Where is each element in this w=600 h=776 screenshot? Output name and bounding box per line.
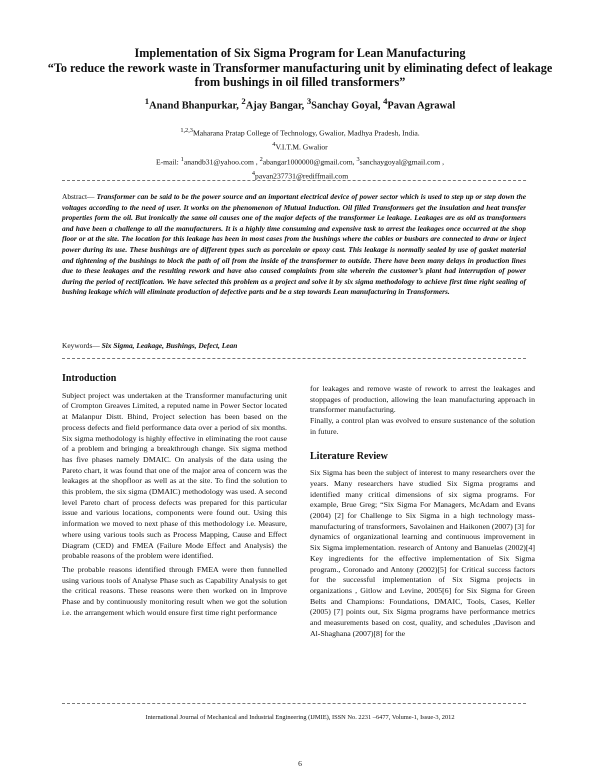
email-address[interactable]: anandb31@yahoo.com ,: [183, 157, 260, 167]
paper-title: [40, 46, 560, 90]
email-sup: 2: [259, 155, 263, 163]
divider: [62, 703, 526, 704]
author-sup: 3: [306, 96, 312, 106]
lit-heading: Literature Review: [310, 450, 388, 462]
author-name: Anand Bhanpurkar,: [149, 100, 242, 112]
right-paragraph-1: for leakages and remove waste of rework to arrest the leakages and stoppages of production, allowing the lean manufacturing approach in transformer manufacturing.: [310, 384, 535, 415]
intro-paragraph-2: The probable reasons identified through FMEA were then funnelled using various tools of Analyse Phase such as Capability Analysis to get the critical reasons. These reasons were then worked on in Improve Phase and by continuously monitoring result when we got the solution i.e. the arrangement which would ensure first time right performance: [62, 564, 287, 617]
email-label: E-mail:: [155, 157, 181, 167]
abstract: [62, 192, 526, 298]
keywords-label: Keywords—: [62, 341, 102, 350]
intro-paragraph-1: Subject project was undertaken at the Transformer manufacturing unit of Crompton Greaves Limited, a reputed name in Power Sector located at Malanpur Distt. Bhind, Project selection has been based on the process defects and field performance data over a period of six months. Six sigma methodology is highly effective in eliminating the root cause of a problem and bringing a breakthrough change. Six sigma method has five phases namely DMAIC. On analysis of the data using the Pareto chart, it was found that one of the major area of concern was the leakages at the shopfloor as well as at the site. To find the solution to this problem, the six sigma (DMAIC) methodology was used. A second level Pareto chart of process defects was prepared for this particular issue and various locations, components were found out. Using this information we moved to next phase of this methodology i.e. Measure, where using various tools such as Process Mapping, Cause and Effect Diagram (CED) and FMEA (Failure Mode Effect and Analysis) the probable reasons of the problem were identified.: [62, 390, 287, 561]
author-sup: 2: [241, 96, 246, 106]
affiliation-sup: 1,2,3: [180, 127, 193, 134]
abstract-text: Transformer can be said to be the power source and an important electrical device of power sector which is used to step up or step down the voltages according to the need of user. It works on the phenomenon of Mutual Induction. Oil filled Transformers get the insulation and heat transfer properties form the oil. But ironically the same oil causes one of the major defects of the transformer i.e leakage. Leakages are as old as transformers and have been a challenge to all the manufacturers. It is a highly time consuming and expensive task to arrest the leakages once occurred at the shop floor or at the site. The location for this leakage has been in most cases from the bushings where the cables or busbars are connected to draw or inject power during its use. These bushings are of different types such as porcelain or epoxy cast. This leakage is normally sealed by use of gasket material and tightening of the bushings to block the path of oil from the inside of the transformer to outside. There have been many delays in production lines due to these leakages and the resulting rework and have also caused complaints from site wherein the customer’s plant had interruption of power during the period of rectification. We have selected this problem as a project and solve it by six sigma methodology to achieve first time right sealing of bushing leakage which will eliminate production of defective parts and be a step towards Lean manufacturing in Transformers.: [62, 192, 526, 297]
right-column: [310, 384, 535, 639]
journal-footer: International Journal of Mechanical and Industrial Engineering (IJMIE), ISSN No. 2231 –6477, Volume-1, Issue-3, 2012: [145, 714, 455, 721]
right-paragraph-2: Finally, a control plan was evolved to ensure sustenance of the solution in future.: [310, 416, 535, 436]
affiliation-line-1: [40, 125, 560, 139]
author-sup: 1: [144, 96, 150, 106]
left-column: [62, 374, 287, 618]
email-line: [40, 154, 560, 168]
author-sup: 4: [383, 96, 388, 106]
affiliation-line-2: [40, 139, 560, 153]
affiliation-text: V.I.T.M. Gwalior: [275, 142, 328, 152]
email-address[interactable]: sanchaygoyal@gmail.com ,: [359, 157, 444, 167]
divider: [62, 358, 526, 359]
affiliation-sup: 4: [272, 141, 276, 149]
author-name: Ajay Bangar,: [245, 100, 307, 112]
divider: [62, 180, 526, 181]
title-line-2: “To reduce the rework waste in Transformer manufacturing unit by eliminating defect of leakage from bushings in oil filled transformers”: [47, 60, 553, 90]
lit-paragraph-1: Six Sigma has been the subject of interest to many researchers over the years. Many researchers have studied Six Sigma programs and identified many critical dimensions of six sigma programs. For example, Brue Greg; “Six Sigma For Managers, McAdam and Evans (2004) [2] for Challenge to Six Sigma in a high technology mass-manufacturing of transformers, Savolainen and Haikonen (2007) [3] for dynamics of organizational learning and continuous improvement in Six Sigma implementation. research of Antony and Banuelas (2002)[4] Key ingredients for the effective implementation of Six Sigma program., Coronado and Antony (2002)[5] for Critical success factors for the successful implementation of Six Sigma projects in organizations , Gitlow and Levine, 2005[6] for Six Sigma for Green Belts and Champions: Foundations, DMAIC, Tools, Cases, Keller (2005) [7] points out, Six Sigma programs have performance metrics and measurements based on cost, quality, and schedules ,Davison and Al-Shaghana (2007)[8] for the: [310, 468, 535, 638]
abstract-label: Abstract—: [62, 192, 97, 201]
title-line-1: Implementation of Six Sigma Program for Lean Manufacturing: [134, 46, 466, 60]
page-number: 6: [298, 759, 302, 768]
keywords: [62, 341, 526, 350]
affiliation-text: Maharana Pratap College of Technology, Gwalior, Madhya Pradesh, India.: [192, 128, 420, 138]
author-name: Sanchay Goyal,: [311, 100, 384, 112]
email-sup: 1: [180, 155, 184, 163]
intro-heading: Introduction: [62, 373, 117, 384]
affiliations: [40, 125, 560, 182]
keywords-text: Six Sigma, Leakage, Bushings, Defect, Lean: [101, 341, 238, 350]
email-sup: 3: [356, 155, 360, 163]
email-address[interactable]: abangar1000000@gmail.com,: [262, 157, 357, 167]
author-name: Pavan Agrawal: [387, 100, 456, 112]
email-sup: 4: [251, 169, 256, 177]
email-address[interactable]: pavan237731@rediffmail.com: [255, 171, 349, 181]
author-list: [40, 96, 560, 111]
